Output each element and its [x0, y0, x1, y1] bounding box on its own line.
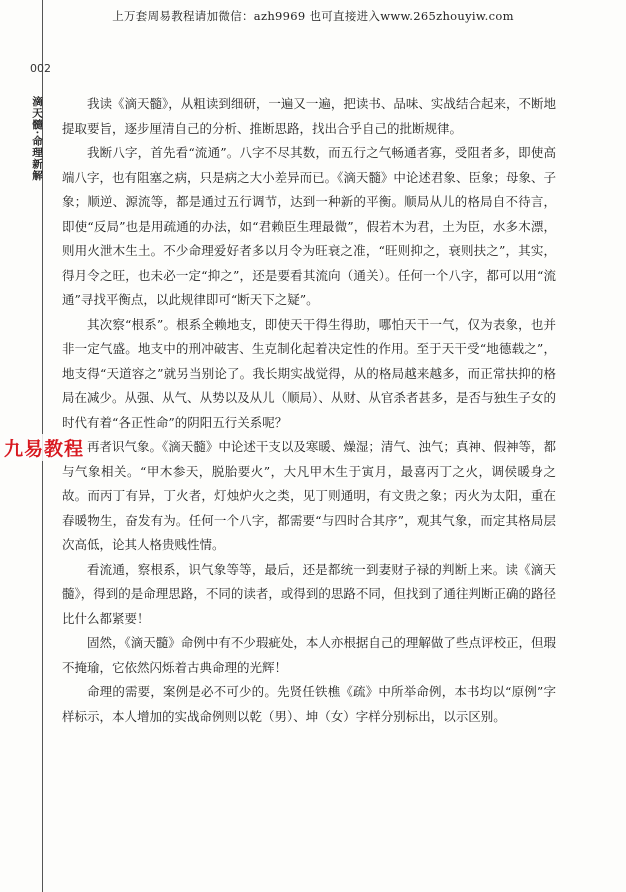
paragraph: 固然，《滴天髓》命例中有不少瑕疵处，本人亦根据自己的理解做了些点评校正，但瑕不掩瑜，它依然闪烁着古典命理的光辉！	[62, 635, 556, 675]
paragraph: 命理的需要，案例是必不可少的。先贤任铁樵《疏》中所举命例，本书均以“原例”字样标示，本人增加的实战命例则以乾（男）、坤（女）字样分别标出，以示区别。	[62, 684, 556, 724]
watermark-logo: 九易教程	[4, 434, 84, 461]
paragraph: 其次察“根系”。根系全赖地支，即使天干得生得助，哪怕天干一气，仅为表象，也并非一定气盛。地支中的刑冲破害、生克制化起着决定性的作用。至于天干受“地德载之”，地支得“天道容之”就另当别论了。我长期实战觉得，从的格局越来越多，而正常扶抑的格局在减少。从强、从气、从势以及从儿（顺局）、从财、从官杀者甚多，是否与独生子女的时代有着“各正性命”的阴阳五行关系呢？	[62, 316, 556, 430]
paragraph: 看流通，察根系，识气象等等，最后，还是都统一到妻财子禄的判断上来。读《滴天髓》，得到的是命理思路，不同的读者，或得到的思路不同，但找到了通往判断正确的路径比什么都紧要！	[62, 561, 556, 626]
page-number: 002	[30, 62, 51, 75]
page-header: 上万套周易教程请加微信：azh9969 也可直接进入www.265zhouyiw.com	[112, 9, 514, 23]
paragraph: 我读《滴天髓》，从粗读到细研，一遍又一遍，把读书、品味、实战结合起来，不断地提取要旨，逐步厘清自己的分析、推断思路，找出合乎自己的批断规律。	[62, 96, 556, 136]
body-text	[62, 92, 556, 729]
paragraph: 再者识气象。《滴天髓》中论述干支以及寒暖、燥湿；清气、浊气；真神、假神等，都与气象相关。“甲木参天，脱胎要火”，大凡甲木生于寅月，最喜丙丁之火，调侯暖身之故。而丙丁有异，丁火者，灯烛炉火之类，见丁则通明，有文贵之象；丙火为太阳，重在春暖物生，奋发有为。任何一个八字，都需要“与四时合其序”，观其气象，而定其格局层次高低，论其人格贵贱性情。	[62, 439, 556, 552]
paragraph: 我断八字，首先看“流通”。八字不尽其数，而五行之气畅通者寡，受阻者多，即使高端八字，也有阻塞之病，只是病之大小差异而已。《滴天髓》中论述君象、臣象；母象、子象；顺逆、源流等，都是通过五行调节，达到一种新的平衡。顺局从儿的格局自不待言，即使“反局”也是用疏通的办法，如“君赖臣生理最微”，假若木为君，土为臣，水多木漂，则用火泄木生土。不少命理爱好者多以月令为旺衰之准，“旺则抑之，衰则扶之”，其实，得月令之旺，也未必一定“抑之”，还是要看其流向（通关）。任何一个八字，都可以用“流通”寻找平衡点，以此规律即可“断天下之疑”。	[62, 145, 556, 307]
book-side-title: 滴天髓·命理新解	[31, 96, 43, 182]
